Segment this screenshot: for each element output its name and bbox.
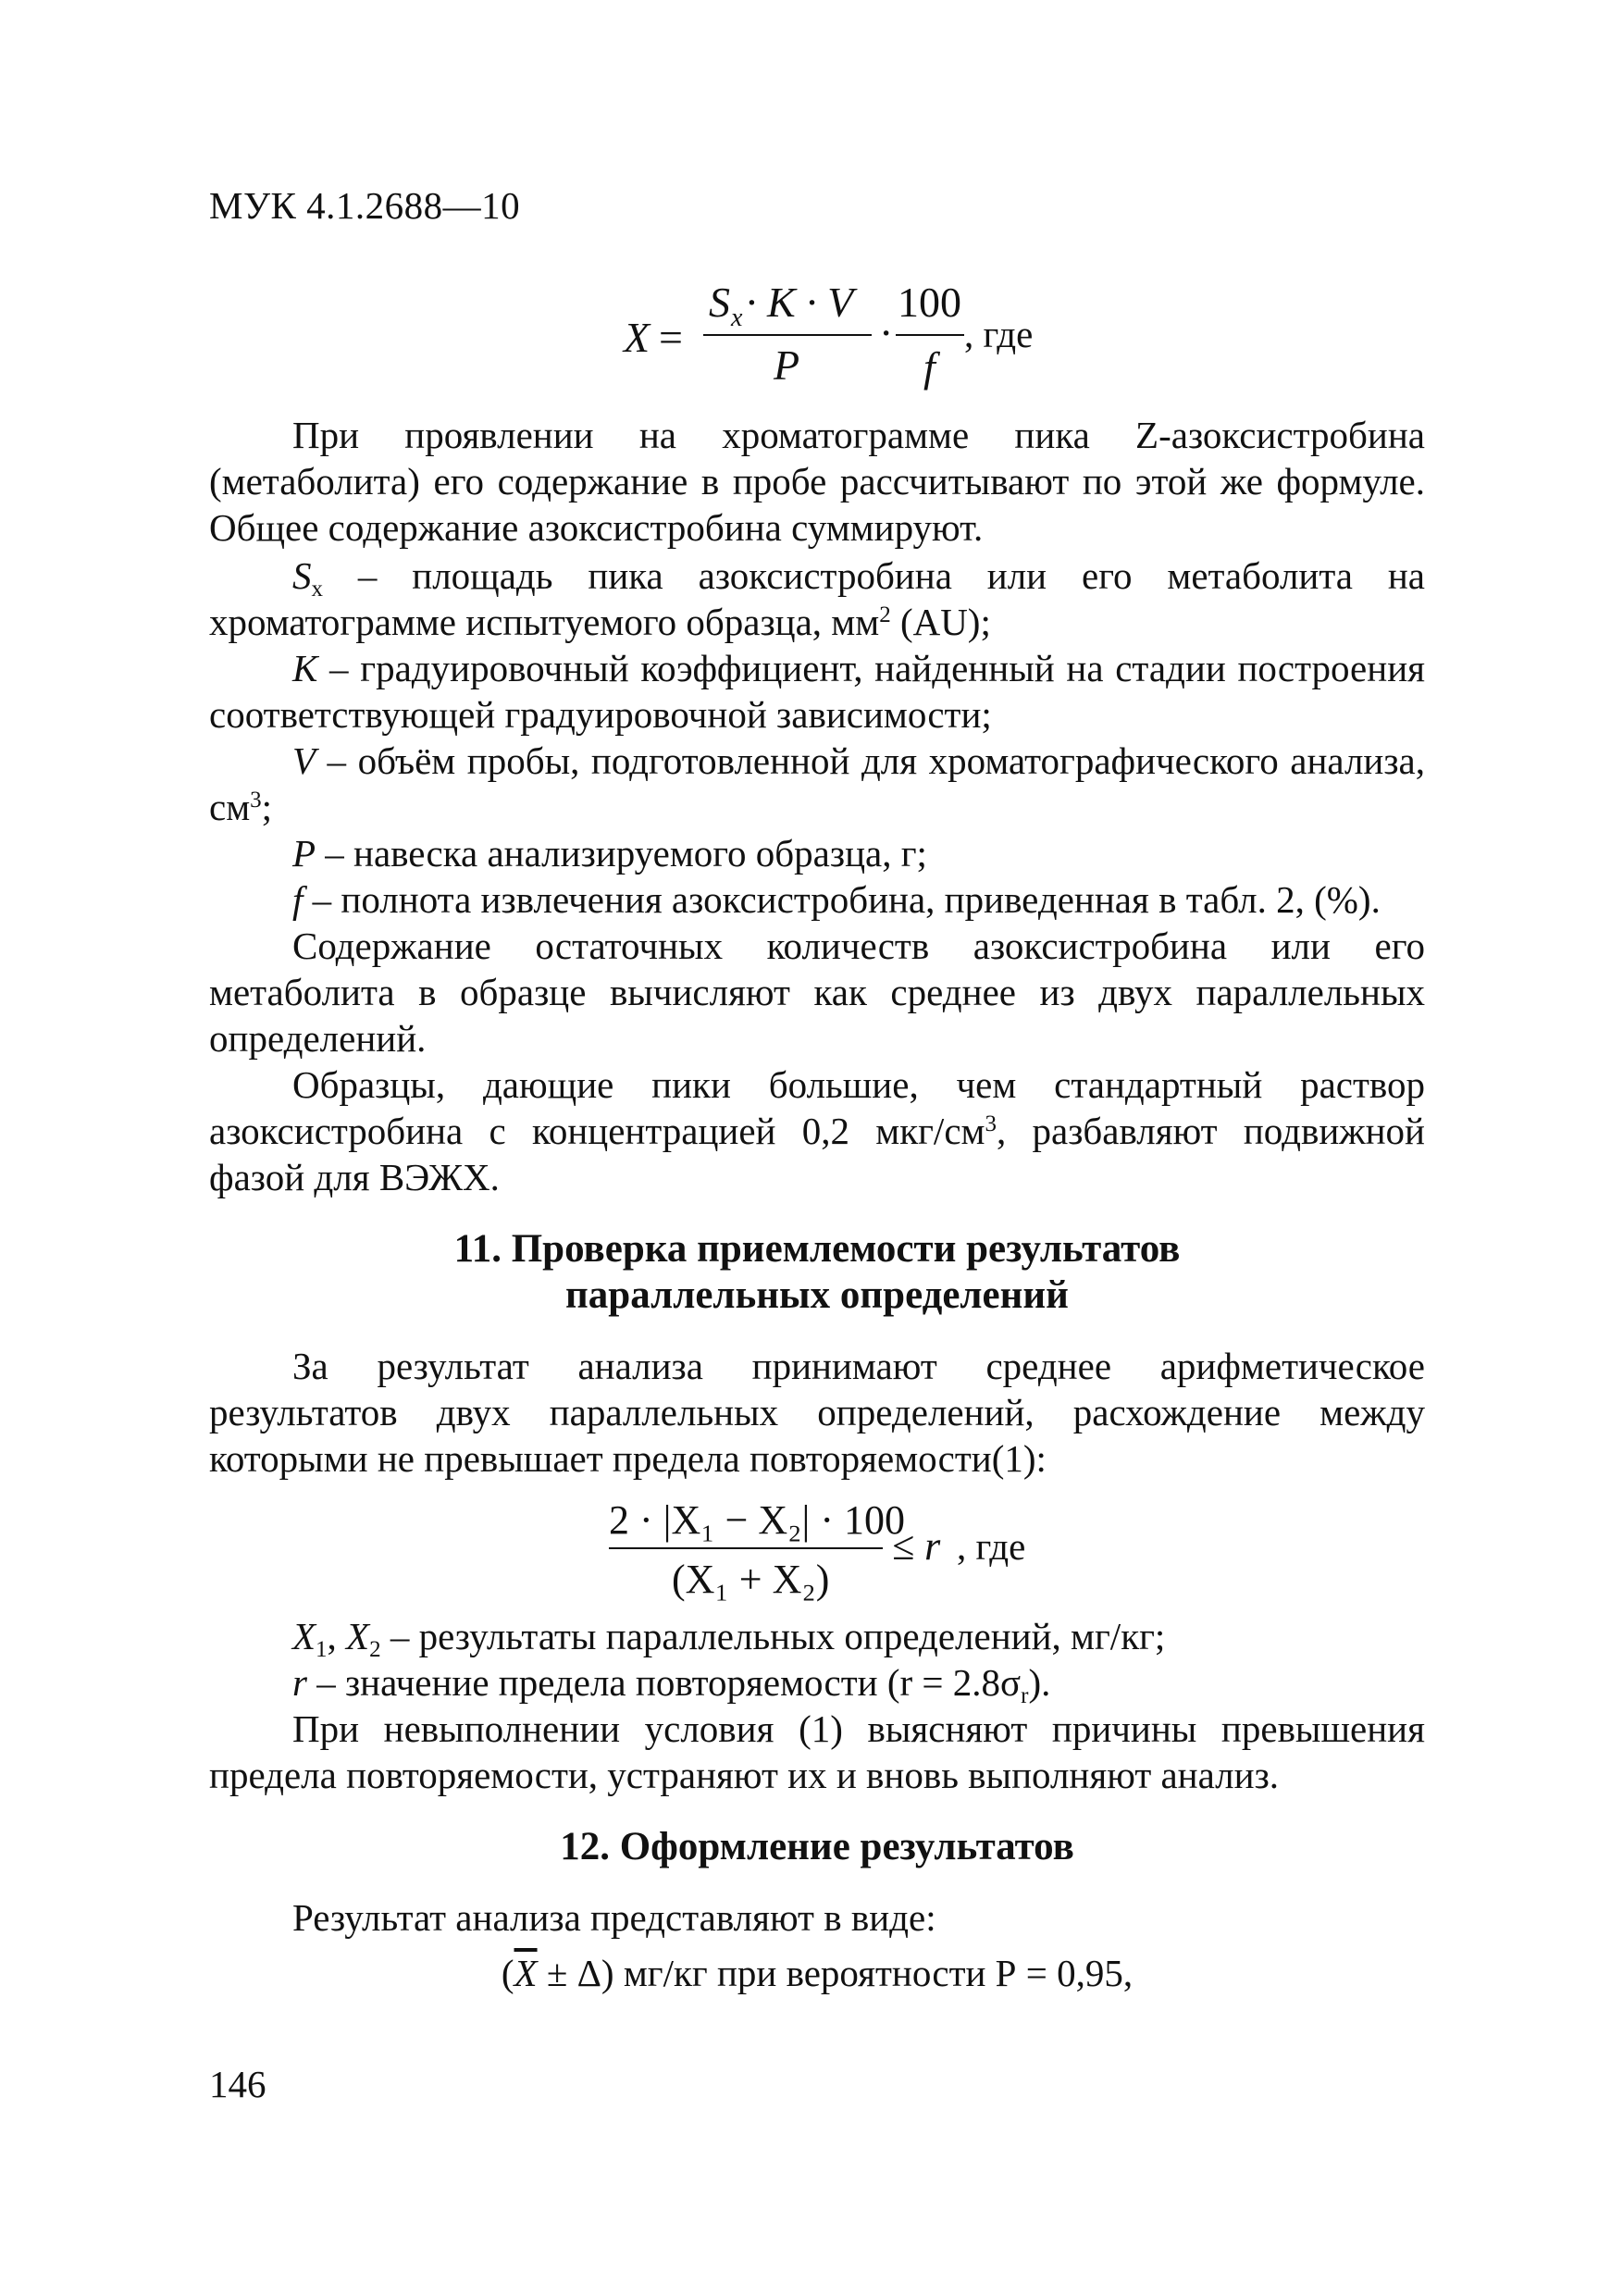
formula2-rel: ≤ r [892,1523,941,1569]
symbol-r: r [292,1661,307,1704]
definition-sx-tail: (AU); [890,601,991,643]
definition-v-tail: ; [261,786,273,828]
formula2-den: (X₁ + X₂) [672,1557,830,1602]
symbol-p: P [292,832,316,875]
formula-dot: · [879,309,894,356]
sub-1: 1 [316,1637,328,1662]
paragraph-dilute [209,1061,1425,1200]
formula-tail: , где [964,313,1034,355]
formula-num-100: 100 [898,279,961,326]
result-tail: ± Δ) мг/кг при вероятности Р = 0,95, [537,1952,1134,1994]
section-11-title-line1: 11. Проверка приемлемости результатов [453,1227,1181,1271]
paren-open: ( [501,1952,514,1994]
paragraph-mean: Содержание остаточных количеств азоксистробина или его метаболита в образце вычисляют как среднее из двух параллельных определений. [209,925,1425,1060]
definition-p [209,830,1425,876]
definition-f-text: – полнота извлечения азоксистробина, приведенная в табл. 2, (%). [303,878,1381,921]
paragraph-acceptance: За результат анализа принимают среднее арифметическое результатов двух параллельных определений, расхождение между которыми не превышает предела повторяемости(1): [209,1345,1425,1480]
paragraph-result-form: Результат анализа представляют в виде: [292,1896,936,1939]
formula-den-p: P [774,341,800,389]
formula-repeatability [209,1493,1425,1602]
symbol-sub-x: x [311,577,323,602]
dilute-text: Образцы, дающие пики большие, чем стандартный раствор азоксистробина с концентрацией 0,2 мкг/см [209,1063,1425,1152]
symbol-xbar: $\overline{X}$ [514,1952,538,1994]
formula-num-sub: x [731,304,743,332]
sub-2: 2 [369,1637,381,1662]
symbol-f: f [292,878,304,921]
symbol-x2: X [346,1615,370,1657]
paragraph-fail: При невыполнении условия (1) выясняют причины превышения предела повторяемости, устраняют их и вновь выполняют анализ. [209,1707,1425,1796]
definition-v [209,738,1425,830]
paragraph-metabolite: При проявлении на хроматограмме пика Z-азоксистробина (метаболита) его содержание в пробе рассчитывают по этой же формуле. Общее содержание азоксистробина суммируют. [209,414,1425,549]
formula-num-s: S [709,279,730,326]
section-11-title-line2: параллельных определений [565,1273,1069,1317]
definition-sx-text: – площадь пика азоксистробина или его метаболита на хроматограмме испытуемого образца, мм [209,554,1425,643]
definition-x1-x2 [209,1613,1425,1662]
formula-den-f: f [923,343,935,391]
running-header: МУК 4.1.2688—10 [209,184,521,227]
symbol-v: V [292,739,316,782]
definition-p-text: – навеска анализируемого образца, г; [316,832,927,875]
definition-k-text: – градуировочный коэффициент, найденный на стадии построения соответствующей градуировочной зависимости; [209,647,1425,736]
formula2-num: 2 · |X₁ − X₂| · 100 [609,1497,905,1543]
sup-3b: 3 [985,1111,997,1136]
symbol-s: S [292,554,312,597]
definition-x-text: – результаты параллельных определений, мг/кг; [380,1615,1166,1657]
sep: , [327,1615,347,1657]
formula-num-rest: · K · V [746,279,854,326]
dilute-tail: , разбавляют подвижной фазой для ВЭЖХ. [209,1110,1425,1198]
symbol-x1: X [292,1615,316,1657]
sub-r: r [1021,1683,1029,1708]
definition-k [209,645,1425,738]
formula2-tail: , где [957,1525,1026,1568]
definition-v-text: – объём пробы, подготовленной для хроматографического анализа, см [209,739,1425,828]
sup-3: 3 [250,788,262,813]
section-12-title: 12. Оформление результатов [560,1825,1074,1868]
formula-result [209,1950,1425,1996]
definition-r-tail: ). [1028,1661,1051,1704]
definition-r-text: – значение предела повторяемости (r = 2.8σ [306,1661,1022,1704]
symbol-k: K [292,647,318,689]
section-11-title [209,1226,1425,1319]
formula-2-svg [209,1493,1425,1602]
main-content [209,412,1425,1996]
page-number: 146 [209,2063,266,2105]
definition-r [209,1659,1425,1706]
sup-2: 2 [879,602,891,627]
definition-f [209,876,1425,923]
formula-lhs: X [624,314,650,361]
definition-sx [209,552,1425,645]
formula-1-svg [620,278,1064,398]
formula-content [620,278,1064,398]
formula-eq: = [659,314,683,361]
